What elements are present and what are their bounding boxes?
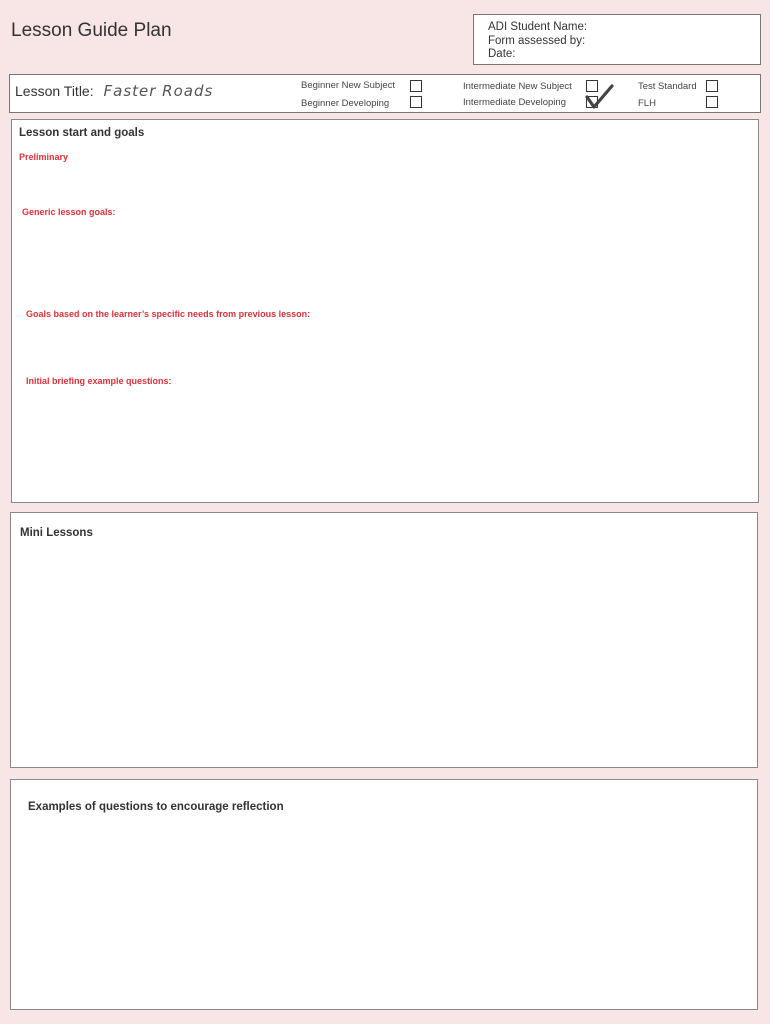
checkbox-flh[interactable] bbox=[706, 96, 718, 108]
page-title: Lesson Guide Plan bbox=[11, 20, 172, 41]
reflection-section[interactable] bbox=[10, 779, 758, 1010]
lesson-title-label: Lesson Title: bbox=[15, 83, 94, 99]
assessed-by-label: Form assessed by: bbox=[488, 34, 586, 47]
option-label-intermediate-developing: Intermediate Developing bbox=[463, 97, 566, 108]
student-info-box bbox=[473, 14, 761, 65]
checkbox-test-standard[interactable] bbox=[706, 80, 718, 92]
generic-goals-label: Generic lesson goals: bbox=[22, 207, 116, 217]
reflection-heading: Examples of questions to encourage reflection bbox=[28, 801, 284, 813]
lesson-start-section[interactable] bbox=[11, 119, 759, 503]
option-label-intermediate-new: Intermediate New Subject bbox=[463, 81, 572, 92]
lesson-title-value[interactable]: Faster Roads bbox=[103, 82, 214, 100]
checkmark-icon bbox=[585, 85, 615, 111]
date-label: Date: bbox=[488, 48, 516, 60]
specific-goals-label: Goals based on the learner’s specific needs from previous lesson: bbox=[26, 309, 311, 319]
mini-lessons-heading: Mini Lessons bbox=[20, 527, 93, 539]
briefing-questions-label: Initial briefing example questions: bbox=[26, 376, 172, 386]
checkbox-beginner-developing[interactable] bbox=[410, 96, 422, 108]
checkbox-intermediate-developing[interactable] bbox=[586, 96, 598, 108]
option-label-beginner-developing: Beginner Developing bbox=[301, 98, 390, 109]
lesson-title-bar bbox=[9, 74, 761, 113]
option-label-test-standard: Test Standard bbox=[638, 81, 697, 92]
lesson-start-heading: Lesson start and goals bbox=[19, 127, 145, 139]
checkbox-beginner-new[interactable] bbox=[410, 80, 422, 92]
mini-lessons-section[interactable] bbox=[10, 512, 758, 768]
student-name-label: ADI Student Name: bbox=[488, 21, 588, 33]
option-label-flh: FLH bbox=[638, 98, 656, 109]
lesson-title-field bbox=[15, 82, 213, 100]
preliminary-label: Preliminary bbox=[19, 152, 69, 162]
option-label-beginner-new: Beginner New Subject bbox=[301, 80, 395, 91]
